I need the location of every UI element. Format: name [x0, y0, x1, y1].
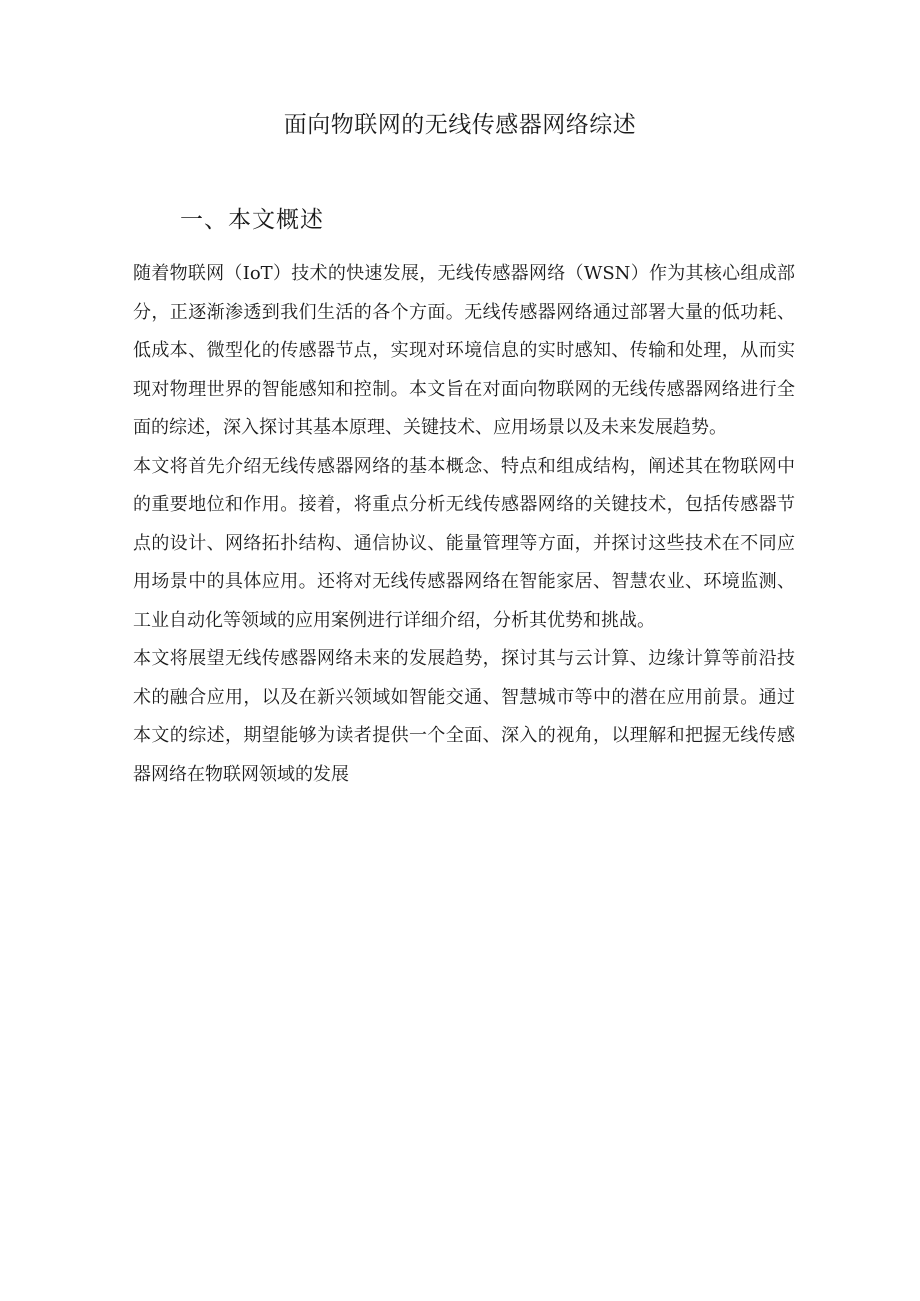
section-heading: 一、本文概述	[180, 207, 324, 233]
paragraph-2: 本文将首先介绍无线传感器网络的基本概念、特点和组成结构，阐述其在物联网中的重要地位和作用。接着，将重点分析无线传感器网络的关键技术，包括传感器节点的设计、网络拓扑结构、通信协议、能量管理等方面，并探讨这些技术在不同应用场景中的具体应用。还将对无线传感器网络在智能家居、智慧农业、环境监测、工业自动化等领域的应用案例进行详细介绍，分析其优势和挑战。	[133, 455, 795, 631]
paragraph-3: 本文将展望无线传感器网络未来的发展趋势，探讨其与云计算、边缘计算等前沿技术的融合应用，以及在新兴领域如智能交通、智慧城市等中的潜在应用前景。通过本文的综述，期望能够为读者提供一个全面、深入的视角，以理解和把握无线传感器网络在物联网领域的发展	[133, 648, 795, 785]
document-title: 面向物联网的无线传感器网络综述	[283, 112, 637, 138]
paragraph-1: 随着物联网（IoT）技术的快速发展，无线传感器网络（WSN）作为其核心组成部分，正逐渐渗透到我们生活的各个方面。无线传感器网络通过部署大量的低功耗、低成本、微型化的传感器节点，实现对环境信息的实时感知、传输和处理，从而实现对物理世界的智能感知和控制。本文旨在对面向物联网的无线传感器网络进行全面的综述，深入探讨其基本原理、关键技术、应用场景以及未来发展趋势。	[133, 263, 795, 438]
body-text	[133, 255, 795, 794]
